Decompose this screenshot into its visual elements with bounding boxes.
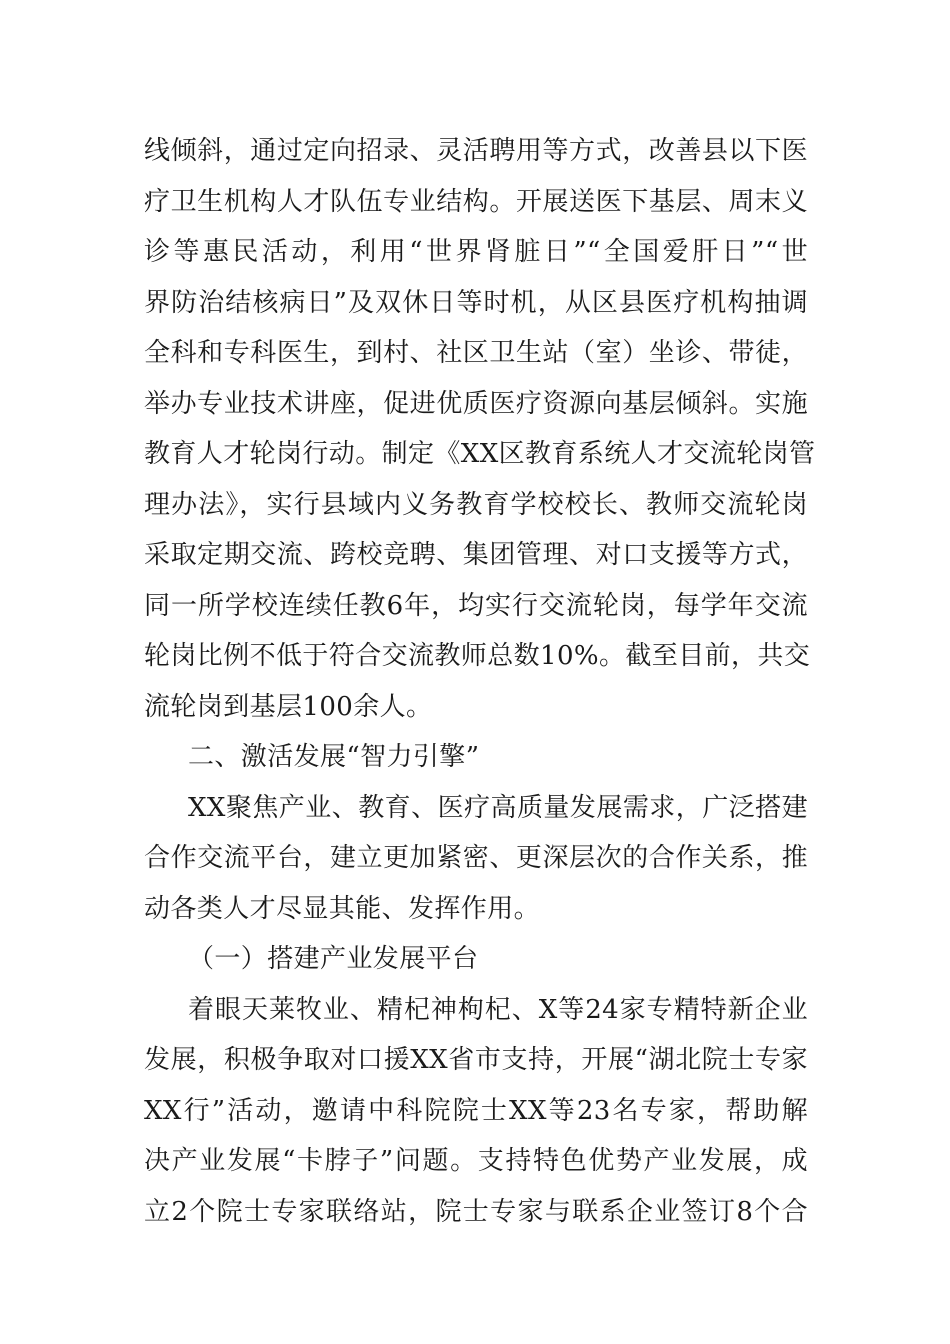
text-line: 理办法》，实行县域内义务教育学校校长、教师交流轮岗 [144,489,808,520]
text-line: 着眼天莱牧业、精杞神枸杞、X等24家专精特新企业 [188,994,808,1025]
text-line: 疗卫生机构人才队伍专业结构。开展送医下基层、周末义 [144,186,808,217]
text-line: 采取定期交流、跨校竞聘、集团管理、对口支援等方式， [144,540,808,570]
text-line: 流轮岗到基层100余人。 [144,691,433,722]
text-line: XX行”活动，邀请中科院院士XX等23名专家，帮助解 [144,1095,808,1126]
text-line: 合作交流平台，建立更加紧密、更深层次的合作关系，推 [144,843,808,873]
text-line: 立2个院士专家联络站，院士专家与联系企业签订8个合 [144,1196,808,1227]
text-line: 发展，积极争取对口援XX省市支持，开展“湖北院士专家 [144,1045,808,1075]
document-body [144,126,816,1237]
text-line: 线倾斜，通过定向招录、灵活聘用等方式，改善县以下医 [144,136,808,166]
text-line: 诊等惠民活动，利用“世界肾脏日”“全国爱肝日”“世 [144,237,808,267]
text-line: 轮岗比例不低于符合交流教师总数10%。截至目前，共交 [144,641,811,671]
text-line: XX聚焦产业、教育、医疗高质量发展需求，广泛搭建 [188,792,808,823]
text-line: 教育人才轮岗行动。制定《XX区教育系统人才交流轮岗管 [144,439,816,469]
text-line: 举办专业技术讲座，促进优质医疗资源向基层倾斜。实施 [144,388,808,419]
text-line: 动各类人才尽显其能、发挥作用。 [144,893,541,924]
text-line: 同一所学校连续任教6年，均实行交流轮岗，每学年交流 [144,590,808,621]
heading-line: （一）搭建产业发展平台 [188,944,479,974]
heading-line: 二、激活发展“智力引擎” [188,742,480,772]
text-line: 全科和专科医生，到村、社区卫生站（室）坐诊、带徒， [144,338,808,368]
text-line: 决产业发展“卡脖子”问题。支持特色优势产业发展，成 [144,1146,808,1176]
text-line: 界防治结核病日”及双休日等时机，从区县医疗机构抽调 [144,287,808,318]
